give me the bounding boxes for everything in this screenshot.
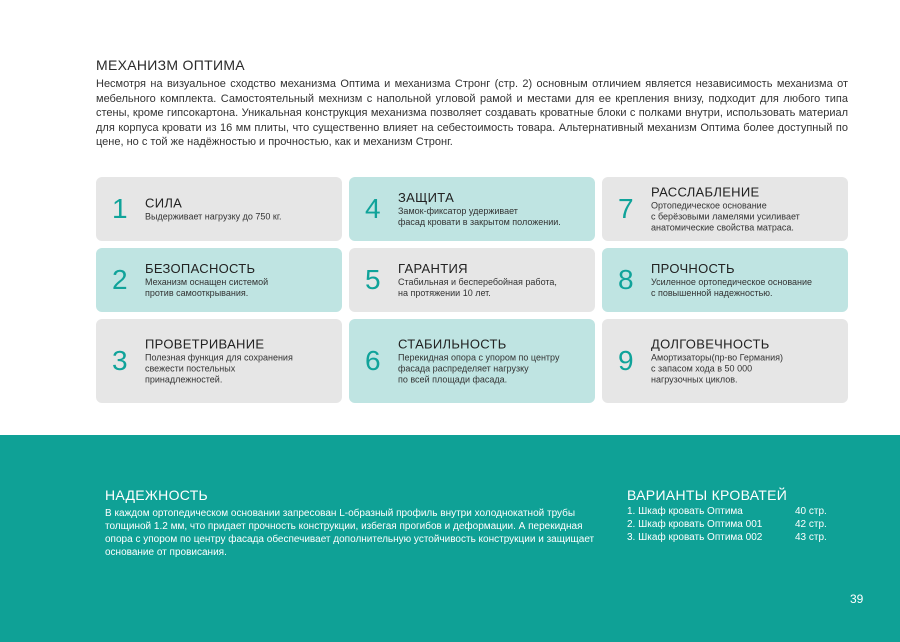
feature-description: Стабильная и бесперебойная работа, на протяжении 10 лет. [398, 277, 557, 298]
feature-card-ventilation [96, 319, 342, 403]
feature-title: ЗАЩИТА [398, 190, 455, 205]
feature-title: ДОЛГОВЕЧНОСТЬ [651, 336, 770, 352]
feature-card-safety [96, 248, 342, 312]
variant-page: 42 стр. [795, 519, 827, 530]
list-item [627, 518, 837, 531]
feature-number: 8 [618, 264, 634, 295]
variant-page: 43 стр. [795, 532, 827, 543]
intro-paragraph: Несмотря на визуальное сходство механизма Оптима и механизма Стронг (стр. 2) основным отличием является независимость механизма от мебельного комплекта. Самостоятельный мехнизм с напольной угловой рамой и местами для ее крепления внизу, подходит для любого типа стены, кроме гипсокартона. Уникальная конструкция механизма позволяет создавать кроватные блоки с полками внутри, использовать материал для корпуса кровати из 16 мм плиты, что существенно влияет на себестоимость товара. Альтернативный механизм Оптима более доступный по цене, но с той же надёжностью и прочностью, как и механизм Стронг. [96, 78, 848, 148]
feature-title: СИЛА [145, 195, 183, 211]
feature-number: 1 [112, 193, 128, 224]
reliability-title: НАДЕЖНОСТЬ [105, 487, 209, 503]
feature-description: Полезная функция для сохранения свежести постельных принадлежностей. [145, 352, 293, 385]
list-item [627, 505, 837, 518]
list-item [627, 531, 837, 544]
feature-number: 4 [365, 193, 381, 224]
section-title: МЕХАНИЗМ ОПТИМА [96, 57, 245, 73]
feature-description: Ортопедическое основание с берёзовыми ламелями усиливает анатомические свойства матраса. [651, 200, 800, 233]
page-number: 39 [850, 592, 864, 606]
feature-description: Амортизаторы(пр-во Германия) с запасом хода в 50 000 нагрузочных циклов. [651, 352, 783, 385]
feature-card-protection [349, 177, 595, 241]
feature-card-strength [96, 177, 342, 241]
feature-card-stability [349, 319, 595, 403]
feature-title: БЕЗОПАСНОСТЬ [145, 261, 256, 276]
feature-number: 6 [365, 345, 381, 376]
feature-description: Перекидная опора с упором по центру фасада распределяет нагрузку по всей площади фасада. [398, 352, 560, 385]
feature-title: ПРОВЕТРИВАНИЕ [145, 336, 265, 352]
feature-title: СТАБИЛЬНОСТЬ [398, 336, 507, 352]
variant-name: 3. Шкаф кровать Оптима 002 [627, 532, 763, 543]
feature-number: 9 [618, 345, 634, 376]
feature-description: Механизм оснащен системой против самооткрывания. [145, 277, 269, 298]
feature-number: 5 [365, 264, 381, 295]
variants-list [627, 505, 837, 544]
feature-title: РАССЛАБЛЕНИЕ [651, 184, 760, 200]
variant-name: 2. Шкаф кровать Оптима 001 [627, 519, 763, 530]
feature-description: Выдерживает нагрузку до 750 кг. [145, 211, 282, 222]
variant-page: 40 стр. [795, 506, 827, 517]
feature-number: 3 [112, 345, 128, 376]
feature-title: ПРОЧНОСТЬ [651, 261, 735, 276]
feature-number: 7 [618, 193, 634, 224]
feature-description: Усиленное ортопедическое основание с повышенной надежностью. [651, 277, 813, 298]
features-grid [96, 177, 850, 403]
reliability-text: В каждом ортопедическом основании запресован L-образный профиль внутри холоднокатной трубы толщиной 1.2 мм, что придает прочность конструкции, избегая прогибов и деформации. А перекидная опора с упором по центру фасада обеспечивает дополнительную устойчивость конструкции и защищает основание от провисания. [105, 508, 595, 558]
feature-number: 2 [112, 264, 128, 295]
feature-card-longevity [602, 319, 848, 403]
feature-card-relaxation [602, 177, 848, 241]
feature-title: ГАРАНТИЯ [398, 261, 468, 276]
feature-card-warranty [349, 248, 595, 312]
feature-card-durability [602, 248, 848, 312]
feature-description: Замок-фиксатор удерживает фасад кровати в закрытом положении. [398, 206, 561, 227]
variant-name: 1. Шкаф кровать Оптима [627, 506, 743, 517]
variants-title: ВАРИАНТЫ КРОВАТЕЙ [627, 487, 788, 503]
